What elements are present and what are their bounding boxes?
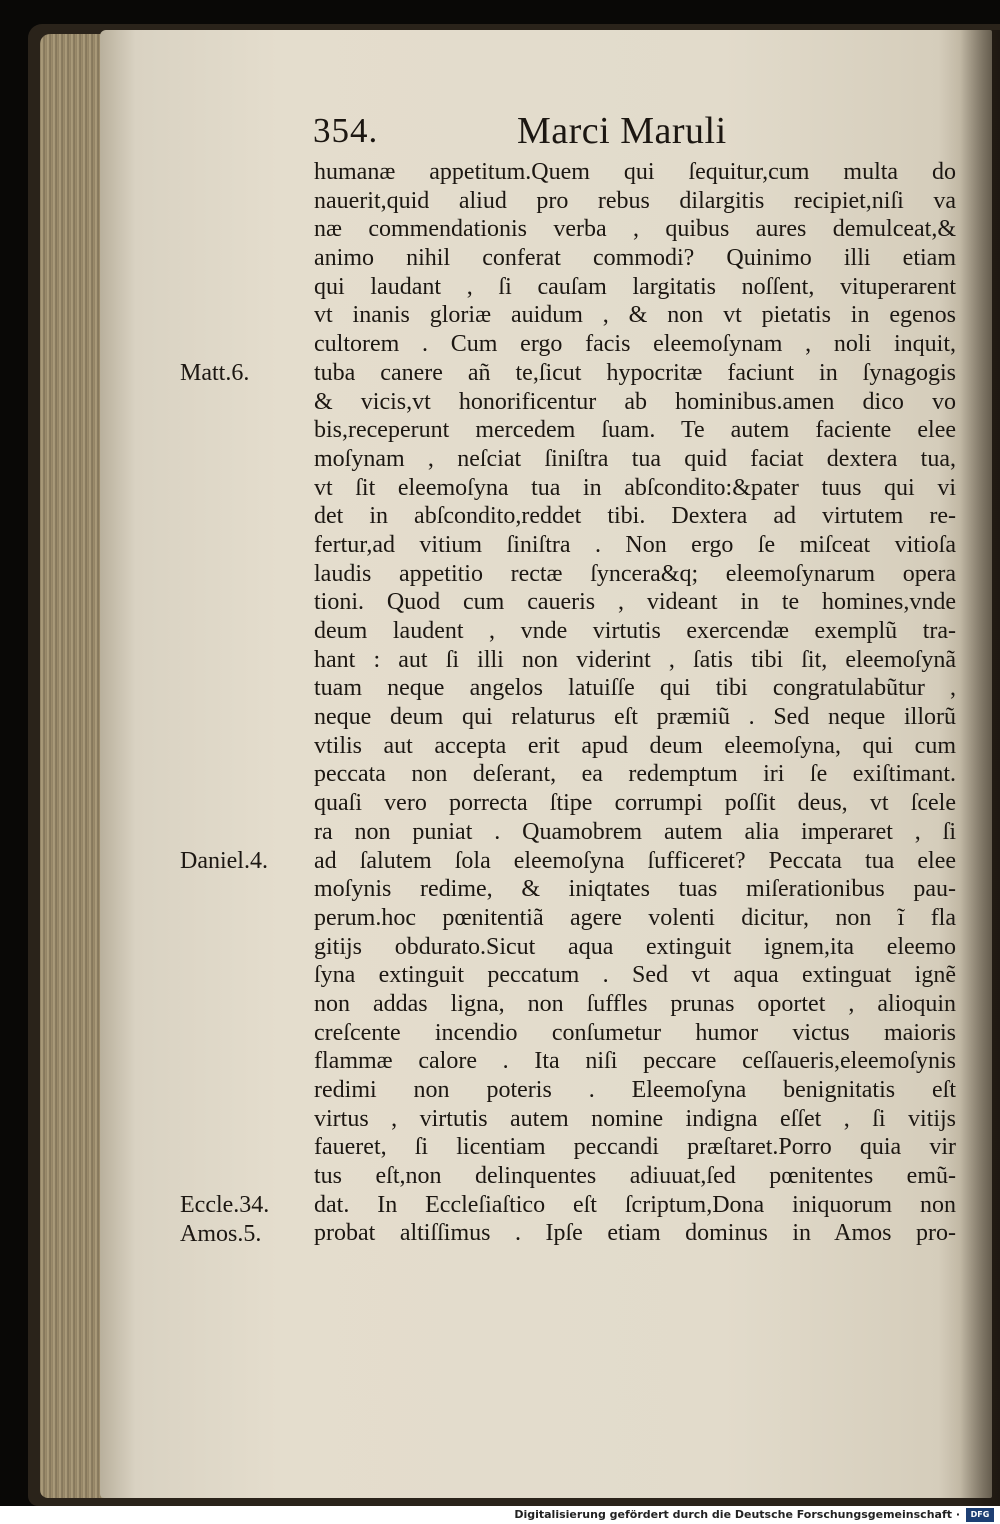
text-line: creſcente incendio conſumetur humor victus maioris <box>314 1019 956 1046</box>
text-line: vt inanis gloriæ auidum , & non vt pietatis in egenos <box>314 302 956 329</box>
text-line: tuam neque angelos latuiſſe qui tibi congratulabũtur , <box>314 675 956 702</box>
text-line: tus eſt,non delinquentes adiuuat,ſed pœnitentes emũ- <box>314 1163 956 1190</box>
text-line: moſynis redime, & iniqtates tuas miſerationibus pau- <box>314 876 956 903</box>
text-line: ra non puniat . Quamobrem autem alia imperaret , ſi <box>314 818 956 845</box>
margin-note: Daniel.4. <box>180 847 268 874</box>
text-line: nauerit,quid aliud pro rebus dilargitis recipiet,niſi va <box>314 187 956 214</box>
text-line: laudis appetitio rectæ ſyncera&q; eleemoſynarum opera <box>314 560 956 587</box>
text-line: bis,receperunt mercedem ſuam. Te autem faciente elee <box>314 417 956 444</box>
text-line: redimi non poteris . Eleemoſyna benignitatis eſt <box>314 1077 956 1103</box>
text-line: fertur,ad vitium ſiniſtra . Non ergo ſe miſceat vitioſa <box>314 531 956 558</box>
text-line: cultorem . Cum ergo facis eleemoſynam , noli inquit, <box>314 331 956 358</box>
text-line: qui laudant , ſi cauſam largitatis noſſent, vituperarent <box>314 273 956 300</box>
text-line: perum.hoc pœnitentiã agere volenti dicitur, non ĩ fla <box>314 904 956 931</box>
text-line: virtus , virtutis autem nomine indigna eſſet , ſi vitijs <box>314 1105 956 1132</box>
text-line: faueret, ſi licentiam peccandi præſtaret.Porro quia vir <box>314 1134 956 1161</box>
text-line: hant : aut ſi illi non viderint , ſatis tibi ſit, eleemoſynã <box>314 646 956 673</box>
text-line: tioni. Quod cum caueris , videant in te homines,vnde <box>314 589 956 616</box>
gutter-shadow <box>960 30 1000 1506</box>
text-line: vt ſit eleemoſyna tua in abſcondito:&pater tuus qui vi <box>314 474 956 501</box>
text-line: quaſi vero porrecta ſtipe corrumpi poſſit deus, vt ſcele <box>314 790 956 817</box>
margin-note: Matt.6. <box>180 359 250 386</box>
text-line: probat altiſſimus . Ipſe etiam dominus in Amos pro- <box>314 1220 956 1247</box>
running-head: Marci Maruli <box>517 110 727 152</box>
text-line: vtilis aut accepta erit apud deum eleemoſyna, qui cum <box>314 732 956 759</box>
text-line: flammæ calore . Ita niſi peccare ceſſaueris,eleemoſynis <box>314 1048 956 1075</box>
text-line: deum laudent , vnde virtutis exercendæ exemplũ tra- <box>314 618 956 644</box>
margin-note: Amos.5. <box>180 1220 262 1247</box>
text-line: det in abſcondito,reddet tibi. Dextera ad virtutem re- <box>314 503 956 530</box>
text-line: non addas ligna, non ſuffles prunas oportet , alioquin <box>314 990 956 1017</box>
footer-bar <box>0 1506 1000 1524</box>
text-line: ad ſalutem ſola eleemoſyna ſufficeret? Peccata tua elee <box>314 847 956 874</box>
text-line: moſynam , neſciat ſiniſtra tua quid faciat dextera tua, <box>314 445 956 472</box>
margin-note: Eccle.34. <box>180 1192 270 1219</box>
text-line: gitijs obdurato.Sicut aqua extinguit ignem,ita eleemo <box>314 933 956 960</box>
text-line: tuba canere añ te,ſicut hypocritæ faciunt in ſynagogis <box>314 359 956 386</box>
text-line: næ commendationis verba , quibus aures demulceat,& <box>314 216 956 243</box>
text-line: dat. In Eccleſiaſtico eſt ſcriptum,Dona iniquorum non <box>314 1191 956 1218</box>
page-header <box>313 106 963 156</box>
text-block <box>314 158 964 1248</box>
text-line: humanæ appetitum.Quem qui ſequitur,cum multa do <box>314 159 956 185</box>
digitization-credit: Digitalisierung gefördert durch die Deutsche Forschungsgemeinschaft · <box>514 1508 960 1521</box>
text-line: neque deum qui relaturus eſt præmiũ . Sed neque illorũ <box>314 704 956 731</box>
text-line: & vicis,vt honorificentur ab hominibus.amen dico vo <box>314 388 956 415</box>
dfg-logo: DFG <box>966 1508 994 1522</box>
text-line: peccata non deſerant, ea redemptum iri ſe exiſtimant. <box>314 761 956 788</box>
text-line: animo nihil conferat commodi? Quinimo illi etiam <box>314 245 956 272</box>
text-line: ſyna extinguit peccatum . Sed vt aqua extinguat ignẽ <box>314 962 956 989</box>
page-number: 354. <box>313 111 379 150</box>
